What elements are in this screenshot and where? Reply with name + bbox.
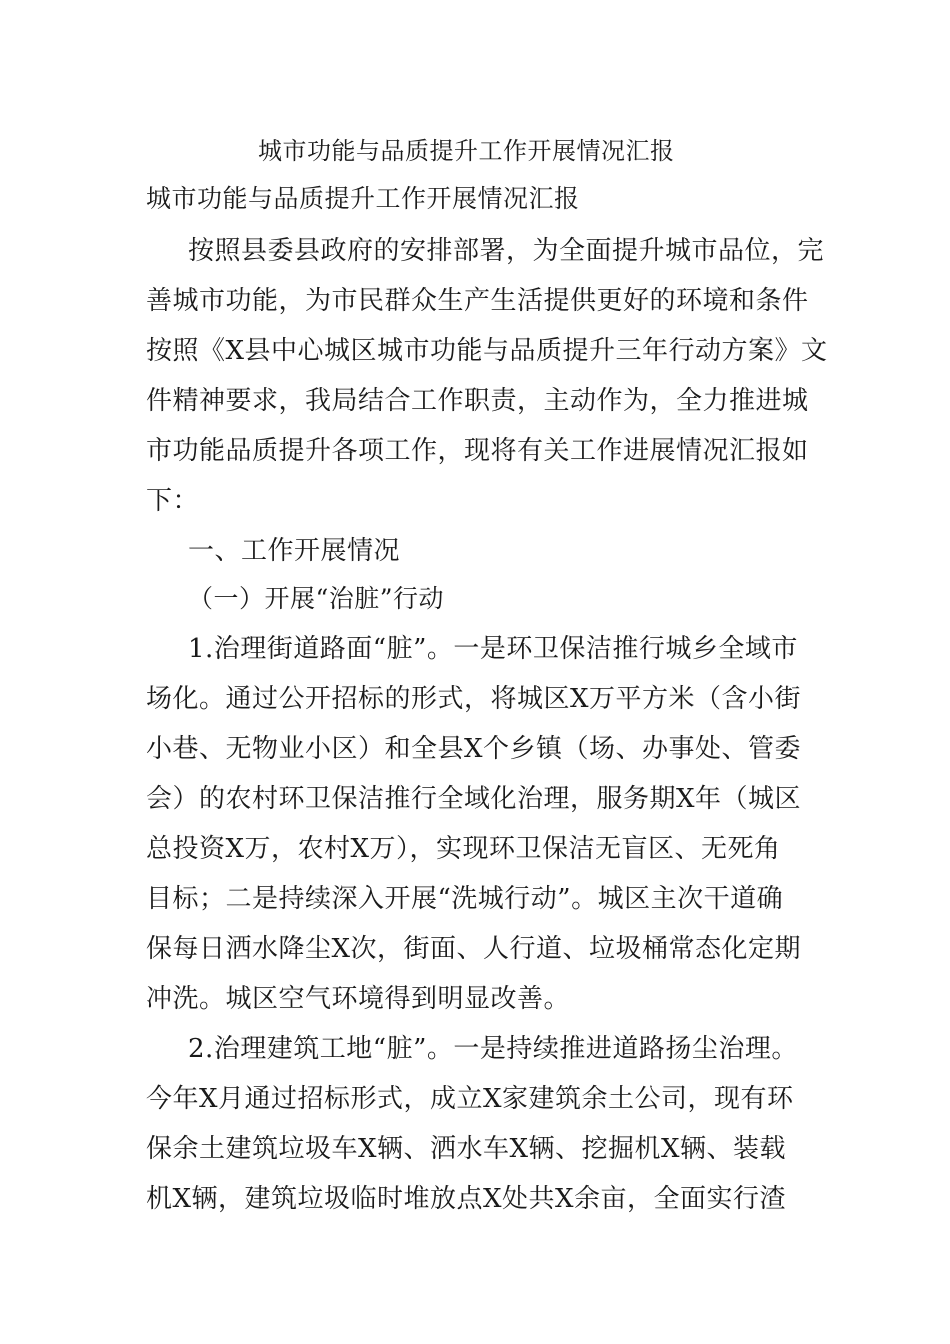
item1-line-7: 保每日洒水降尘X次，街面、人行道、垃圾桶常态化定期	[146, 934, 802, 964]
item1-line-4: 会）的农村环卫保洁推行全域化治理，服务期X年（城区	[146, 784, 802, 814]
intro-line-1: 按照县委县政府的安排部署，为全面提升城市品位，完	[188, 236, 825, 266]
item2-line-4: 机X辆，建筑垃圾临时堆放点X处共X余亩，全面实行渣	[146, 1184, 787, 1214]
intro-line-4: 件精神要求，我局结合工作职责，主动作为，全力推进城	[146, 386, 809, 416]
item2-line-1: 2.治理建筑工地“脏”。一是持续推进道路扬尘治理。	[188, 1034, 798, 1064]
subsection-heading: （一）开展“治脏”行动	[188, 584, 445, 613]
item1-line-2: 场化。通过公开招标的形式，将城区X万平方米（含小街	[146, 684, 802, 714]
document-subtitle: 城市功能与品质提升工作开展情况汇报	[146, 184, 580, 213]
intro-line-6: 下：	[146, 486, 200, 516]
intro-line-5: 市功能品质提升各项工作，现将有关工作进展情况汇报如	[146, 436, 809, 466]
item1-line-3: 小巷、无物业小区）和全县X个乡镇（场、办事处、管委	[146, 734, 802, 764]
intro-line-3: 按照《X县中心城区城市功能与品质提升三年行动方案》文	[146, 336, 828, 366]
intro-line-2: 善城市功能，为市民群众生产生活提供更好的环境和条件	[146, 286, 809, 316]
document-title: 城市功能与品质提升工作开展情况汇报	[258, 137, 675, 165]
item1-line-6: 目标；二是持续深入开展“洗城行动”。城区主次干道确	[146, 884, 784, 914]
item1-line-1: 1.治理街道路面“脏”。一是环卫保洁推行城乡全域市	[188, 634, 798, 664]
item1-line-8: 冲洗。城区空气环境得到明显改善。	[146, 984, 571, 1014]
item1-line-5: 总投资X万，农村X万），实现环卫保洁无盲区、无死角	[146, 834, 781, 864]
item2-line-2: 今年X月通过招标形式，成立X家建筑余土公司，现有环	[146, 1084, 794, 1114]
item2-line-3: 保余土建筑垃圾车X辆、洒水车X辆、挖掘机X辆、装载	[146, 1134, 787, 1164]
section-heading: 一、工作开展情况	[188, 536, 401, 566]
